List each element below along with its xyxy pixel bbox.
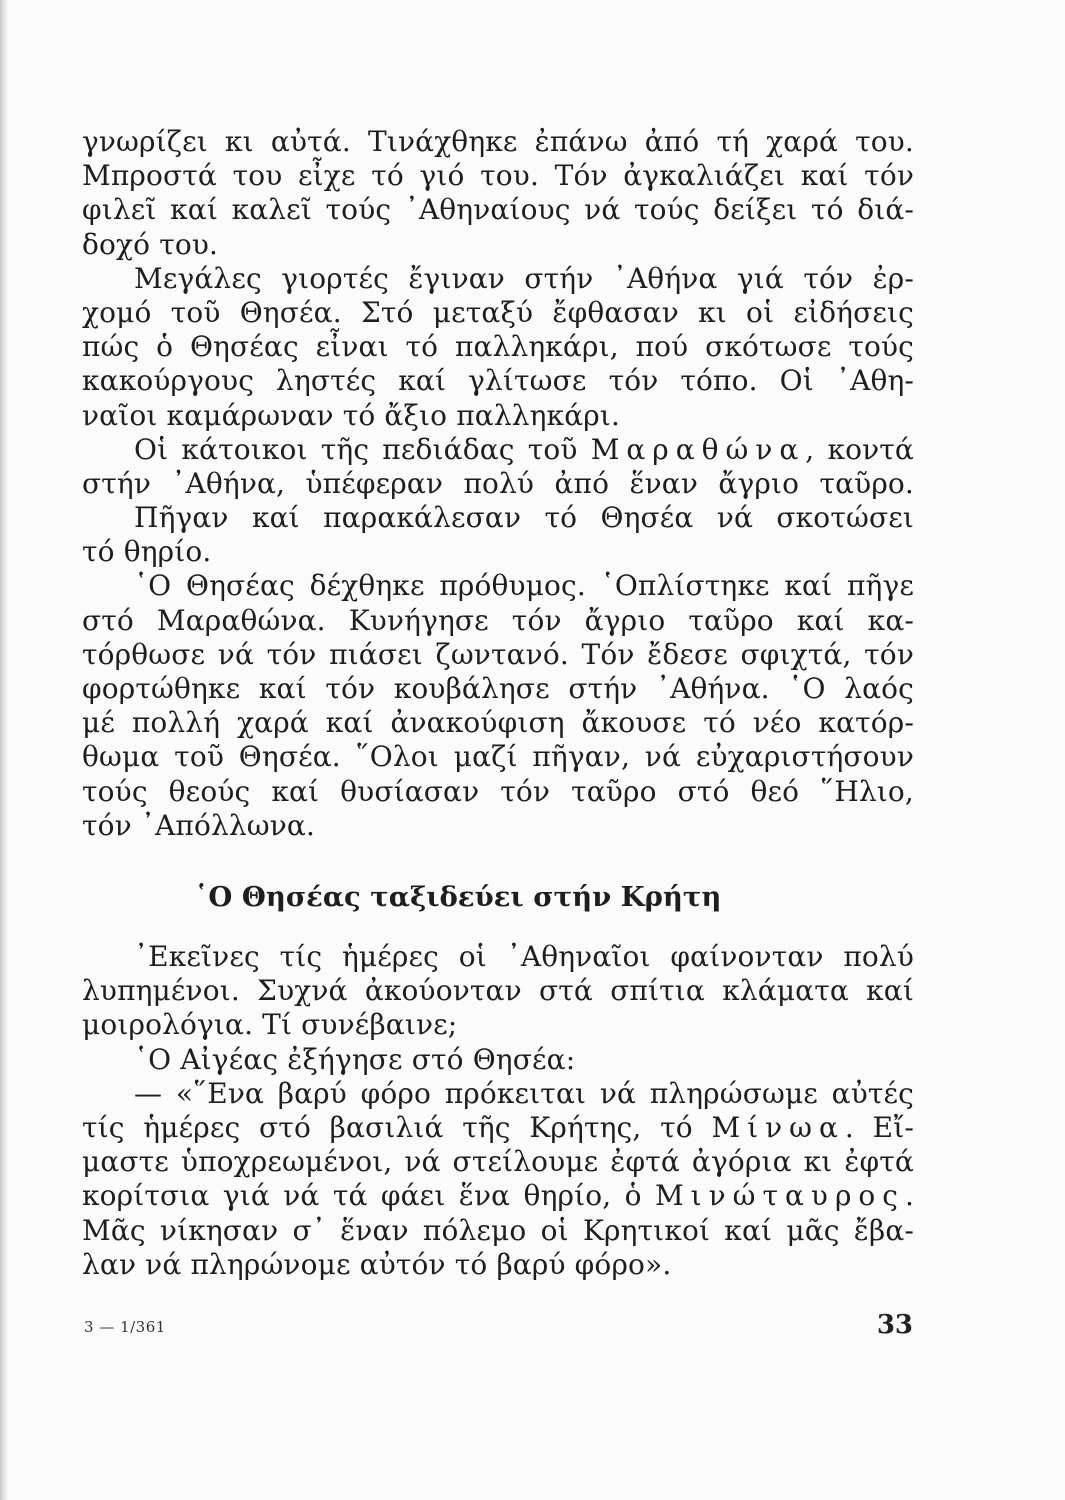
body-text-top — [82, 125, 914, 843]
text-line: μαστε ὑποχρεωμένοι, νά στείλουμε ἐφτά ἀγόρια κι ἐφτά — [82, 1145, 914, 1179]
section-heading: ῾Ο Θησέας ταξιδεύει στήν Κρήτη — [194, 881, 722, 913]
body-text-bottom — [82, 940, 914, 1282]
text-segment: Οἱ κάτοικοι τῆς πεδιάδας τοῦ — [134, 432, 578, 466]
text-line: γνωρίζει κι αὐτά. Τινάχθηκε ἐπάνω ἀπό τή χαρά του. — [82, 125, 914, 158]
text-line: τόρθωσε νά τόν πιάσει ζωντανό. Τόν ἔδεσε σφιχτά, τόν — [82, 637, 914, 671]
text-line: Πῆγαν καί παρακάλεσαν τό Θησέα νά σκοτώσει — [134, 501, 914, 535]
text-line: φορτώθηκε καί τόν κουβάλησε στήν ᾿Αθήνα. ῾Ο λαός — [82, 672, 914, 705]
text-segment: . Εἴ- — [844, 1110, 914, 1144]
text-line: θωμα τοῦ Θησέα. ῞Ολοι μαζί πῆγαν, νά εὐχαριστήσουν — [82, 740, 914, 774]
text-line: Μεγάλες γιορτές ἔγιναν στήν ᾿Αθήνα γιά τόν ἐρ- — [134, 261, 914, 295]
text-segment: τίς ἡμέρες στό βασιλιά τῆς Κρήτης, τό — [82, 1110, 693, 1144]
text-line: χομό τοῦ Θησέα. Στό μεταξύ ἔφθασαν κι οἱ εἰδήσεις — [82, 295, 914, 329]
text-line: — «῞Ενα βαρύ φόρο πρόκειται νά πληρώσωμε αὐτές — [134, 1076, 914, 1110]
text-segment: , κοντά — [805, 432, 914, 466]
text-line: στήν ᾿Αθήνα, ὑπέφεραν πολύ ἀπό ἕναν ἄγριο ταῦρο. — [82, 466, 914, 500]
text-line: φιλεῖ καί καλεῖ τούς ᾿Αθηναίους νά τούς δείξει τό διά- — [82, 193, 914, 227]
text-segment: κορίτσια γιά νά τά φάει ἕνα θηρίο, ὁ — [82, 1179, 642, 1213]
text-line: λαν νά πληρώνομε αὐτόν τό βαρύ φόρο». — [82, 1247, 672, 1281]
spaced-name-minos: Μίνωα — [711, 1110, 845, 1144]
text-line: δοχό του. — [82, 227, 219, 261]
text-line: πώς ὁ Θησέας εἶναι τό παλληκάρι, πού σκότωσε τούς — [82, 330, 914, 364]
text-line: μοιρολόγια. Τί συνέβαινε; — [82, 1008, 458, 1042]
text-line: τόν ᾿Απόλλωνα. — [82, 808, 316, 842]
text-line — [82, 1111, 914, 1145]
text-line: τούς θεούς καί θυσίασαν τόν ταῦρο στό θεό ῞Ηλιο, — [82, 774, 914, 808]
printer-signature: 3 — 1/361 — [84, 1318, 166, 1336]
text-line — [82, 433, 914, 467]
text-line — [82, 1179, 914, 1213]
book-spine-shadow — [0, 0, 9, 1500]
spaced-name-marathon: Μαραθώνα — [590, 432, 806, 466]
text-line: κακούργους ληστές καί γλίτωσε τόν τόπο. Οἱ ᾿Αθη- — [82, 364, 914, 398]
text-line: ναῖοι καμάρωναν τό ἄξιο παλληκάρι. — [82, 398, 621, 432]
page-number: 33 — [876, 1310, 913, 1340]
text-line: Μπροστά του εἶχε τό γιό του. Τόν ἀγκαλιάζει καί τόν — [82, 159, 914, 193]
text-line: Μᾶς νίκησαν σ᾿ ἕναν πόλεμο οἱ Κρητικοί καί μᾶς ἔβα- — [82, 1213, 914, 1247]
text-line: ῾Ο Αἰγέας ἐξήγησε στό Θησέα: — [134, 1042, 576, 1076]
text-line: στό Μαραθώνα. Κυνήγησε τόν ἄγριο ταῦρο καί κα- — [82, 603, 914, 637]
text-line: ῾Ο Θησέας δέχθηκε πρόθυμος. ῾Οπλίστηκε καί πῆγε — [134, 569, 914, 603]
text-segment: . — [904, 1179, 914, 1213]
spaced-name-minotaur: Μινώταυρος — [655, 1179, 905, 1213]
text-line: ᾿Εκεῖνες τίς ἡμέρες οἱ ᾿Αθηναῖοι φαίνονταν πολύ — [134, 940, 914, 973]
text-line: λυπημένοι. Συχνά ἀκούονταν στά σπίτια κλάματα καί — [82, 974, 914, 1008]
text-line: τό θηρίο. — [82, 535, 212, 569]
text-line: μέ πολλή χαρά καί ἀνακούφιση ἄκουσε τό νέο κατόρ- — [82, 706, 914, 740]
